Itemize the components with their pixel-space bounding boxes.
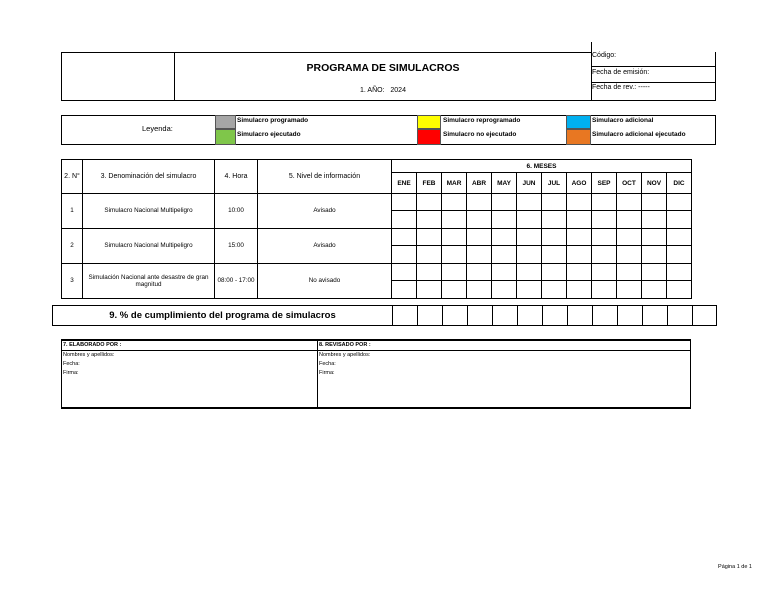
- row-num: 1: [62, 194, 83, 229]
- month-cell[interactable]: [592, 264, 617, 281]
- month-jul: JUL: [542, 173, 567, 194]
- revisado-nombres[interactable]: Nombres y apellidos:: [319, 352, 371, 358]
- month-cell[interactable]: [517, 246, 542, 264]
- year-line: [175, 87, 591, 94]
- month-cell[interactable]: [542, 211, 567, 229]
- fecha-rev-label: Fecha de rev.: -----: [592, 84, 650, 91]
- revisado-firma[interactable]: Firma:: [319, 370, 335, 376]
- row-name: Simulacro Nacional Multipeligro: [83, 229, 215, 264]
- month-cell[interactable]: [492, 246, 517, 264]
- elaborado-firma[interactable]: Firma:: [63, 370, 79, 376]
- month-cell[interactable]: [642, 246, 667, 264]
- legend-adicional-ejecutado: Simulacro adicional ejecutado: [592, 131, 686, 138]
- revisado-title: 8. REVISADO POR :: [318, 341, 690, 351]
- elaborado-fecha[interactable]: Fecha:: [63, 361, 80, 367]
- legend-reprogramado: Simulacro reprogramado: [443, 117, 521, 124]
- month-cell[interactable]: [442, 281, 467, 299]
- month-cell[interactable]: [617, 194, 642, 211]
- month-cell[interactable]: [392, 194, 417, 211]
- page-title: PROGRAMA DE SIMULACROS: [306, 62, 460, 74]
- month-cell[interactable]: [667, 194, 692, 211]
- month-cell[interactable]: [467, 264, 492, 281]
- header-months-title: 6. MESES: [392, 160, 692, 173]
- row-level: No avisado: [258, 264, 392, 299]
- row-num: 2: [62, 229, 83, 264]
- header-hour: 4. Hora: [215, 160, 258, 194]
- row-hour: 08:00 - 17:00: [215, 264, 258, 299]
- row-level: Avisado: [258, 229, 392, 264]
- header-level: 5. Nivel de información: [258, 160, 392, 194]
- compliance-cell[interactable]: [393, 306, 418, 326]
- month-cell[interactable]: [542, 264, 567, 281]
- month-cell[interactable]: [667, 264, 692, 281]
- month-cell[interactable]: [642, 264, 667, 281]
- month-jun: JUN: [517, 173, 542, 194]
- month-cell[interactable]: [467, 281, 492, 299]
- month-cell[interactable]: [667, 281, 692, 299]
- month-abr: ABR: [467, 173, 492, 194]
- month-cell[interactable]: [567, 229, 592, 246]
- month-cell[interactable]: [667, 229, 692, 246]
- swatch-reprogramado: [417, 115, 441, 129]
- month-cell[interactable]: [392, 229, 417, 246]
- compliance-cell[interactable]: [568, 306, 593, 326]
- compliance-cell[interactable]: [543, 306, 568, 326]
- month-dic: DIC: [667, 173, 692, 194]
- table-row: [62, 194, 692, 211]
- signature-block: [61, 339, 691, 409]
- legend-no-ejecutado: Simulacro no ejecutado: [443, 131, 517, 138]
- compliance-cell[interactable]: [518, 306, 543, 326]
- row-hour: 15:00: [215, 229, 258, 264]
- legend-adicional: Simulacro adicional: [592, 117, 654, 124]
- compliance-cell[interactable]: [618, 306, 643, 326]
- header-num: 2. N°: [62, 160, 83, 194]
- month-cell[interactable]: [592, 194, 617, 211]
- month-cell[interactable]: [617, 246, 642, 264]
- month-cell[interactable]: [442, 264, 467, 281]
- month-cell[interactable]: [542, 229, 567, 246]
- month-cell[interactable]: [442, 246, 467, 264]
- row-name: Simulacro Nacional Multipeligro: [83, 194, 215, 229]
- elaborado-nombres[interactable]: Nombres y apellidos:: [63, 352, 115, 358]
- month-cell[interactable]: [667, 211, 692, 229]
- month-sep: SEP: [592, 173, 617, 194]
- month-cell[interactable]: [467, 194, 492, 211]
- month-cell[interactable]: [517, 194, 542, 211]
- month-cell[interactable]: [567, 246, 592, 264]
- month-cell[interactable]: [567, 281, 592, 299]
- month-cell[interactable]: [517, 281, 542, 299]
- swatch-ejecutado: [215, 129, 236, 145]
- year-value: 2024: [390, 87, 406, 94]
- compliance-row: [52, 305, 717, 326]
- month-cell[interactable]: [517, 264, 542, 281]
- month-cell[interactable]: [642, 229, 667, 246]
- month-cell[interactable]: [542, 281, 567, 299]
- fecha-emision-label: Fecha de emisión:: [592, 69, 650, 76]
- table-row: [62, 229, 692, 246]
- month-cell[interactable]: [467, 229, 492, 246]
- month-cell[interactable]: [417, 229, 442, 246]
- month-cell[interactable]: [417, 281, 442, 299]
- month-cell[interactable]: [592, 211, 617, 229]
- month-cell[interactable]: [417, 264, 442, 281]
- compliance-cell[interactable]: [493, 306, 518, 326]
- month-feb: FEB: [417, 173, 442, 194]
- month-cell[interactable]: [617, 264, 642, 281]
- table-row: [62, 264, 692, 281]
- month-cell[interactable]: [442, 211, 467, 229]
- row-level: Avisado: [258, 194, 392, 229]
- legend-title: Leyenda:: [142, 124, 173, 133]
- header-name: 3. Denominación del simulacro: [83, 160, 215, 194]
- month-cell[interactable]: [467, 211, 492, 229]
- swatch-adicional-ejecutado: [566, 129, 591, 145]
- month-cell[interactable]: [492, 229, 517, 246]
- legend-ejecutado: Simulacro ejecutado: [237, 131, 301, 138]
- month-cell[interactable]: [542, 194, 567, 211]
- month-cell[interactable]: [642, 281, 667, 299]
- year-label: 1. AÑO:: [360, 87, 385, 94]
- month-cell[interactable]: [642, 211, 667, 229]
- swatch-adicional: [566, 115, 591, 129]
- month-cell[interactable]: [442, 229, 467, 246]
- month-cell[interactable]: [592, 281, 617, 299]
- month-cell[interactable]: [617, 229, 642, 246]
- legend-programado: Simulacro programado: [237, 117, 309, 124]
- month-cell[interactable]: [492, 211, 517, 229]
- month-cell[interactable]: [542, 246, 567, 264]
- header-title-cell: [174, 52, 592, 101]
- swatch-programado: [215, 115, 236, 129]
- month-ene: ENE: [392, 173, 417, 194]
- elaborado-title: 7. ELABORADO POR :: [62, 341, 317, 351]
- month-cell[interactable]: [592, 246, 617, 264]
- header-meta-cell: [591, 52, 716, 101]
- month-cell[interactable]: [417, 194, 442, 211]
- month-cell[interactable]: [667, 246, 692, 264]
- row-hour: 10:00: [215, 194, 258, 229]
- month-cell[interactable]: [417, 211, 442, 229]
- month-cell[interactable]: [517, 229, 542, 246]
- compliance-cell[interactable]: [593, 306, 618, 326]
- elaborado-section: [62, 341, 318, 407]
- compliance-cell[interactable]: [418, 306, 443, 326]
- simulacros-table: [61, 159, 692, 299]
- month-may: MAY: [492, 173, 517, 194]
- month-cell[interactable]: [617, 281, 642, 299]
- compliance-cell[interactable]: [468, 306, 493, 326]
- month-oct: OCT: [617, 173, 642, 194]
- month-nov: NOV: [642, 173, 667, 194]
- month-cell[interactable]: [567, 264, 592, 281]
- month-ago: AGO: [567, 173, 592, 194]
- month-cell[interactable]: [392, 246, 417, 264]
- compliance-cell[interactable]: [693, 306, 717, 326]
- month-cell[interactable]: [617, 211, 642, 229]
- month-cell[interactable]: [442, 194, 467, 211]
- month-cell[interactable]: [642, 194, 667, 211]
- month-cell[interactable]: [392, 264, 417, 281]
- revisado-fecha[interactable]: Fecha:: [319, 361, 336, 367]
- month-cell[interactable]: [392, 211, 417, 229]
- month-mar: MAR: [442, 173, 467, 194]
- month-cell[interactable]: [492, 264, 517, 281]
- revisado-section: [318, 341, 690, 407]
- compliance-cell[interactable]: [668, 306, 693, 326]
- month-cell[interactable]: [392, 281, 417, 299]
- header-logo-cell: [61, 52, 175, 101]
- row-name: Simulación Nacional ante desastre de gran magnitud: [83, 264, 215, 299]
- month-cell[interactable]: [492, 194, 517, 211]
- row-num: 3: [62, 264, 83, 299]
- month-cell[interactable]: [567, 194, 592, 211]
- month-cell[interactable]: [467, 246, 492, 264]
- month-cell[interactable]: [517, 211, 542, 229]
- compliance-cell[interactable]: [443, 306, 468, 326]
- codigo-label: Código:: [592, 52, 617, 59]
- month-cell[interactable]: [417, 246, 442, 264]
- compliance-cell[interactable]: [643, 306, 668, 326]
- month-cell[interactable]: [567, 211, 592, 229]
- month-cell[interactable]: [492, 281, 517, 299]
- swatch-no-ejecutado: [417, 129, 441, 145]
- page-number: Página 1 de 1: [718, 564, 752, 570]
- month-cell[interactable]: [592, 229, 617, 246]
- compliance-label: 9. % de cumplimiento del programa de simulacros: [53, 306, 393, 326]
